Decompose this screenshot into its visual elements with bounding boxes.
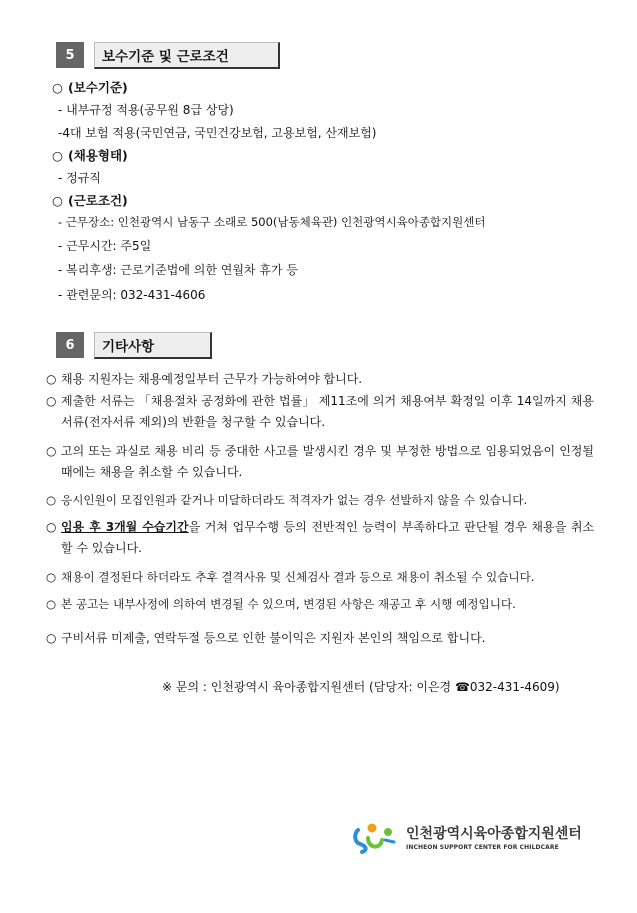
- section-5-header: [56, 42, 280, 68]
- list-item: - 근무장소: 인천광역시 남동구 소래로 500(남동체육관) 인천광역시육아종합지원센터: [58, 215, 486, 229]
- list-item: - 관련문의: 032-431-4606: [58, 288, 206, 302]
- list-item: -4대 보험 적용(국민연금, 국민건강보험, 고용보험, 산재보험): [58, 126, 377, 140]
- notice-item: ○ 구비서류 미제출, 연락두절 등으로 인한 불이익은 지원자 본인의 책임으로 합니다.: [46, 631, 486, 645]
- org-name-english: INCHEON SUPPORT CENTER FOR CHILDCARE: [406, 844, 559, 851]
- subheading-employment-type: ○ (채용형태): [52, 148, 128, 163]
- notice-item: ○ 채용이 결정된다 하더라도 추후 결격사유 및 신체검사 결과 등으로 채용이 취소될 수 있습니다.: [46, 570, 535, 584]
- org-name-korean: 인천광역시육아종합지원센터: [406, 826, 582, 842]
- section-6-header: [56, 332, 212, 358]
- footer-logo: [352, 820, 582, 854]
- list-item: - 복리후생: 근로기준법에 의한 연월차 휴가 등: [58, 263, 298, 277]
- section-title: 기타사항: [94, 332, 212, 359]
- section-number: 5: [56, 42, 84, 68]
- section-number: 6: [56, 332, 84, 358]
- notice-item: ○ 응시인원이 모집인원과 같거나 미달하더라도 적격자가 없는 경우 선발하지 않을 수 있습니다.: [46, 493, 528, 507]
- contact-note: ※ 문의 : 인천광역시 육아종합지원센터 (담당자: 이은경 ☎032-431-4609): [162, 680, 560, 694]
- notice-item: ○ 고의 또는 과실로 채용 비리 등 중대한 사고를 발생시킨 경우 및 부정한 방법으로 임용되었음이 인정될 때에는 채용을 취소할 수 있습니다.: [46, 444, 594, 479]
- notice-item: ○ 본 공고는 내부사정에 의하여 변경될 수 있으며, 변경된 사항은 재공고 후 시행 예정입니다.: [46, 597, 516, 611]
- subheading-pay: ○ (보수기준): [52, 80, 128, 95]
- notice-item: ○ 채용 지원자는 채용예정일부터 근무가 가능하여야 합니다.: [46, 372, 363, 386]
- list-item: - 정규직: [58, 171, 101, 185]
- subheading-work-conditions: ○ (근로조건): [52, 193, 128, 208]
- notice-item: ○ 임용 후 3개월 수습기간을 거쳐 업무수행 등의 전반적인 능력이 부족하다고 판단될 경우 채용을 취소할 수 있습니다.: [46, 520, 595, 555]
- notice-item: ○ 제출한 서류는 「채용절차 공정화에 관한 법률」 제11조에 의거 채용여부 확정일 이후 14일까지 채용서류(전자서류 제외)의 반환을 청구할 수 있습니다.: [46, 394, 594, 429]
- childcare-center-logo-icon: [352, 820, 398, 854]
- probation-emphasis: 임용 후 3개월 수습기간: [61, 520, 189, 534]
- section-title: 보수기준 및 근로조건: [94, 42, 280, 69]
- list-item: - 내부규정 적용(공무원 8급 상당): [58, 103, 234, 117]
- list-item: - 근무시간: 주5일: [58, 239, 152, 253]
